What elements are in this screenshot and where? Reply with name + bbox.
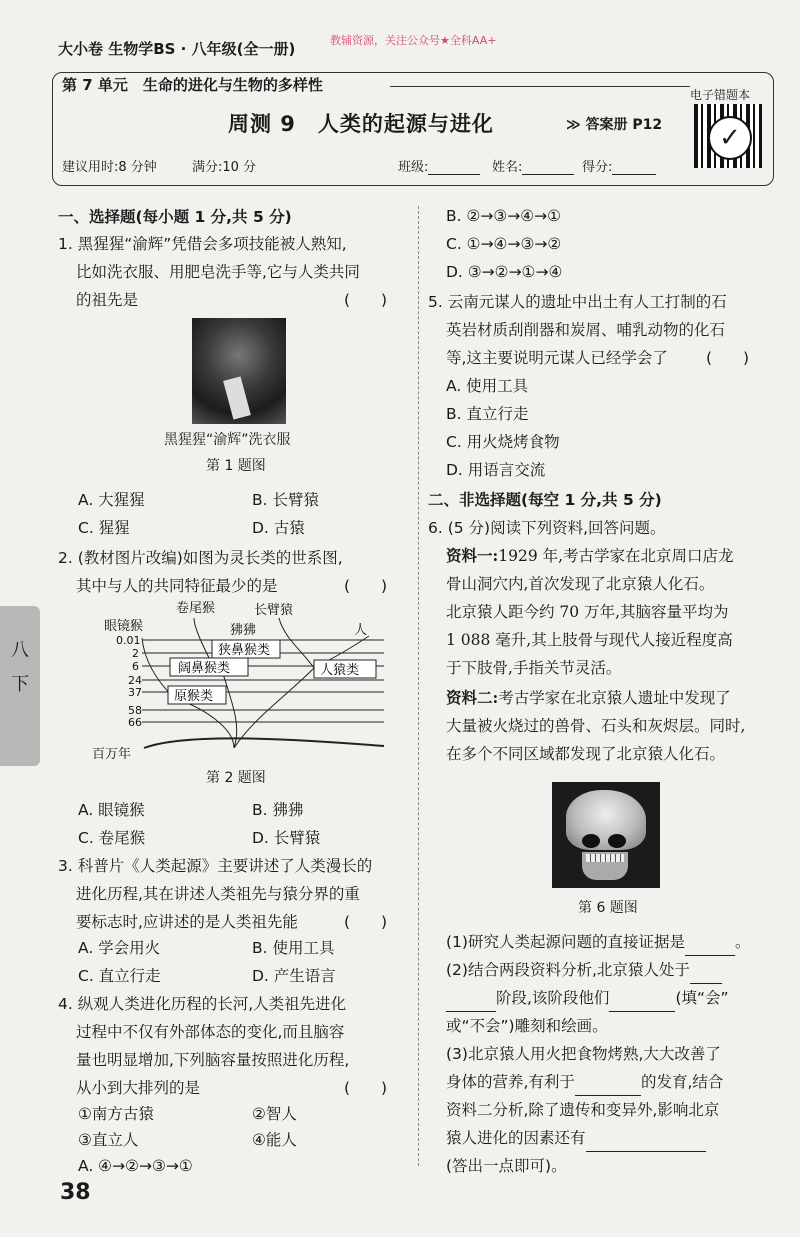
q1-option-b[interactable]: B. 长臂猿 bbox=[252, 491, 319, 509]
q2-figure-label: 第 2 题图 bbox=[206, 770, 266, 786]
q4-option-a[interactable]: A. ④→②→③→① bbox=[78, 1157, 193, 1175]
q6-sub2: 阶段,该阶段他们 bbox=[496, 989, 610, 1007]
q6-sub2: 或“不会”)雕刻和绘画。 bbox=[446, 1017, 608, 1035]
q1-option-c[interactable]: C. 猩猩 bbox=[78, 519, 130, 537]
material-1-line: 于下肢骨,手指关节灵活。 bbox=[446, 659, 622, 677]
q6-sub3: 资料二分析,除了遗传和变异外,影响北京 bbox=[446, 1101, 720, 1119]
q4-option-d[interactable]: D. ③→②→①→④ bbox=[446, 263, 563, 281]
answer-blank[interactable] bbox=[446, 993, 496, 1012]
series-title: 大小卷 生物学BS · 八年级(全一册) bbox=[58, 40, 296, 58]
q5-option-a[interactable]: A. 使用工具 bbox=[446, 377, 529, 395]
tick-label: 58 bbox=[128, 704, 142, 717]
class-label: 班级: bbox=[398, 160, 429, 175]
q4-line: 过程中不仅有外部体态的变化,而且脑容 bbox=[76, 1023, 345, 1041]
unit-title: 第 7 单元 生命的进化与生物的多样性 bbox=[62, 76, 323, 94]
q6-sub3: (答出一点即可)。 bbox=[446, 1157, 567, 1175]
q3-answer-paren[interactable]: ( ) bbox=[344, 913, 388, 931]
answer-reference: ≫ 答案册 P12 bbox=[566, 117, 663, 133]
q4-option-b[interactable]: B. ②→③→④→① bbox=[446, 207, 562, 225]
q2-line: 其中与人的共同特征最少的是 bbox=[76, 577, 278, 595]
q6-heading: 6. (5 分)阅读下列资料,回答问题。 bbox=[428, 519, 666, 537]
page-number: 38 bbox=[60, 1180, 91, 1205]
column-divider bbox=[418, 206, 419, 1166]
qr-title: 电子错题本 bbox=[690, 88, 751, 102]
q6-figure-label: 第 6 题图 bbox=[578, 900, 638, 916]
page-title: 周测 9 人类的起源与进化 bbox=[228, 112, 494, 136]
qr-code[interactable] bbox=[694, 104, 762, 168]
got-label: 得分: bbox=[582, 160, 613, 175]
side-tab-char: 下 bbox=[11, 674, 29, 695]
q1-answer-paren[interactable]: ( ) bbox=[344, 291, 388, 309]
label-gibbon: 长臂猿 bbox=[254, 603, 294, 618]
tick-label: 2 bbox=[132, 647, 139, 660]
label-tarsier: 眼镜猴 bbox=[104, 619, 144, 634]
answer-blank[interactable] bbox=[575, 1077, 641, 1096]
q3-option-a[interactable]: A. 学会用火 bbox=[78, 939, 161, 957]
label-human: 人 bbox=[354, 623, 368, 638]
q1-option-a[interactable]: A. 大猩猩 bbox=[78, 491, 145, 509]
answer-blank[interactable] bbox=[690, 965, 722, 984]
q2-option-a[interactable]: A. 眼镜猴 bbox=[78, 801, 145, 819]
q4-answer-paren[interactable]: ( ) bbox=[344, 1079, 388, 1097]
label-capuchin: 卷尾猴 bbox=[176, 601, 216, 616]
q2-option-d[interactable]: D. 长臂猿 bbox=[252, 829, 321, 847]
check-icon: ✓ bbox=[708, 116, 752, 160]
q6-sub1-end: 。 bbox=[734, 933, 751, 951]
material-2-line: 考古学家在北京猿人遗址中发现了 bbox=[498, 689, 731, 707]
q2-line: 2. (教材图片改编)如图为灵长类的世系图, bbox=[58, 549, 343, 567]
q2-option-c[interactable]: C. 卷尾猴 bbox=[78, 829, 146, 847]
q1-caption: 黑猩猩“渝辉”洗衣服 bbox=[164, 432, 291, 448]
q4-line: 4. 纵观人类进化历程的长河,人类祖先进化 bbox=[58, 995, 347, 1013]
q2-option-b[interactable]: B. 狒狒 bbox=[252, 801, 304, 819]
q4-item: ②智人 bbox=[252, 1105, 297, 1123]
material-2-label: 资料二: bbox=[446, 688, 499, 707]
skull-photo bbox=[552, 782, 660, 888]
q4-line: 从小到大排列的是 bbox=[76, 1079, 201, 1097]
q6-sub3: (3)北京猿人用火把食物烤熟,大大改善了 bbox=[446, 1045, 721, 1063]
time-unit: 百万年 bbox=[92, 747, 132, 762]
q4-item: ④能人 bbox=[252, 1131, 297, 1149]
material-1-label: 资料一: bbox=[446, 546, 499, 565]
material-1-line: 骨山洞穴内,首次发现了北京猿人化石。 bbox=[446, 575, 715, 593]
section-2-heading: 二、非选择题(每空 1 分,共 5 分) bbox=[428, 491, 662, 509]
label-baboon: 狒狒 bbox=[230, 623, 257, 638]
answer-blank[interactable] bbox=[685, 937, 735, 956]
q5-option-b[interactable]: B. 直立行走 bbox=[446, 405, 529, 423]
q1-line: 比如洗衣服、用肥皂洗手等,它与人类共同 bbox=[76, 263, 360, 281]
q1-line: 的祖先是 bbox=[76, 291, 139, 309]
side-tab bbox=[0, 606, 40, 766]
watermark: 教辅资源，关注公众号★全科AA+ bbox=[330, 34, 497, 47]
material-1-line: 北京猿人距今约 70 万年,其脑容量平均为 bbox=[446, 603, 729, 621]
material-1-line: 1 088 毫升,其上肢骨与现代人接近程度高 bbox=[446, 631, 733, 649]
q5-line: 等,这主要说明元谋人已经学会了 bbox=[446, 349, 668, 367]
box-catarrhine: 狭鼻猴类 bbox=[218, 643, 271, 658]
q5-option-c[interactable]: C. 用火烧烤食物 bbox=[446, 433, 560, 451]
q3-option-c[interactable]: C. 直立行走 bbox=[78, 967, 161, 985]
q6-sub3: 猿人进化的因素还有 bbox=[446, 1129, 586, 1147]
box-platyrrhine: 阔鼻猴类 bbox=[178, 661, 231, 676]
q1-line: 1. 黑猩猩“渝辉”凭借会多项技能被人熟知, bbox=[58, 235, 347, 253]
material-2-line: 大量被火烧过的兽骨、石头和灰烬层。同时, bbox=[446, 717, 746, 735]
class-field bbox=[398, 156, 480, 175]
name-field bbox=[492, 156, 574, 175]
q5-answer-paren[interactable]: ( ) bbox=[706, 349, 750, 367]
name-label: 姓名: bbox=[492, 160, 523, 175]
q4-item: ③直立人 bbox=[78, 1131, 139, 1149]
q6-sub3: 身体的营养,有利于 bbox=[446, 1073, 575, 1091]
tick-label: 37 bbox=[128, 686, 142, 699]
q3-option-d[interactable]: D. 产生语言 bbox=[252, 967, 336, 985]
q4-item: ①南方古猿 bbox=[78, 1105, 154, 1123]
divider bbox=[390, 86, 690, 87]
q5-line: 5. 云南元谋人的遗址中出土有人工打制的石 bbox=[428, 293, 727, 311]
primate-lineage-diagram bbox=[84, 598, 404, 768]
box-hominoid: 人猿类 bbox=[320, 663, 360, 678]
tick-label: 0.01 bbox=[116, 634, 141, 647]
q3-line: 进化历程,其在讲述人类祖先与猿分界的重 bbox=[76, 885, 360, 903]
q6-sub2: (2)结合两段资料分析,北京猿人处于 bbox=[446, 961, 690, 979]
q4-option-c[interactable]: C. ①→④→③→② bbox=[446, 235, 562, 253]
q1-figure-label: 第 1 题图 bbox=[206, 458, 266, 474]
material-2-line: 在多个不同区域都发现了北京猿人化石。 bbox=[446, 745, 726, 763]
chimpanzee-photo bbox=[192, 318, 286, 424]
side-tab-char: 八 bbox=[11, 640, 29, 661]
q3-line: 3. 科普片《人类起源》主要讲述了人类漫长的 bbox=[58, 857, 373, 875]
q5-option-d[interactable]: D. 用语言交流 bbox=[446, 461, 546, 479]
q3-option-b[interactable]: B. 使用工具 bbox=[252, 939, 335, 957]
answer-blank[interactable] bbox=[586, 1133, 706, 1152]
q3-line: 要标志时,应讲述的是人类祖先能 bbox=[76, 913, 298, 931]
score-label: 满分:10 分 bbox=[192, 160, 257, 175]
q6-sub1: (1)研究人类起源问题的直接证据是 bbox=[446, 933, 685, 951]
q2-answer-paren[interactable]: ( ) bbox=[344, 577, 388, 595]
q6-sub3: 的发育,结合 bbox=[640, 1073, 724, 1091]
time-label: 建议用时:8 分钟 bbox=[62, 160, 157, 175]
q6-sub2: (填“会” bbox=[675, 989, 729, 1007]
section-1-heading: 一、选择题(每小题 1 分,共 5 分) bbox=[58, 208, 292, 226]
q5-line: 英岩材质刮削器和炭屑、哺乳动物的化石 bbox=[446, 321, 726, 339]
material-1-line: 1929 年,考古学家在北京周口店龙 bbox=[498, 547, 734, 565]
q1-option-d[interactable]: D. 古猿 bbox=[252, 519, 305, 537]
tick-label: 66 bbox=[128, 716, 142, 729]
answer-blank[interactable] bbox=[609, 993, 675, 1012]
got-field bbox=[582, 156, 656, 175]
q4-line: 量也明显增加,下列脑容量按照进化历程, bbox=[76, 1051, 350, 1069]
box-prosimian: 原猴类 bbox=[174, 689, 214, 704]
tick-label: 6 bbox=[132, 660, 139, 673]
tick-label: 24 bbox=[128, 674, 142, 687]
